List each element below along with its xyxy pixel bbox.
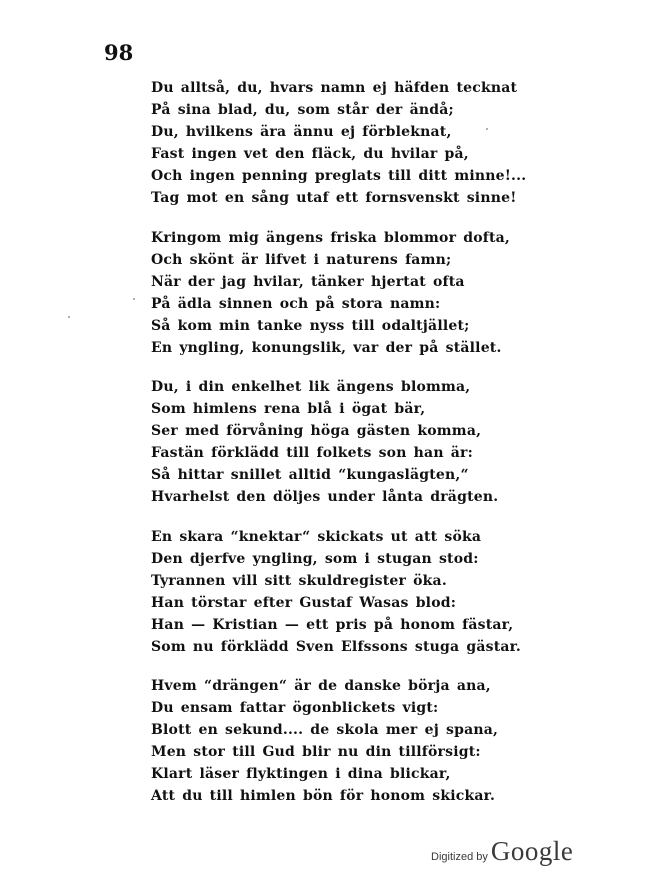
- poem-line: Blott en sekund.... de skola mer ej spana,: [151, 722, 499, 738]
- poem-line: Klart läser flyktingen i dina blickar,: [151, 766, 451, 782]
- poem-line: När der jag hvilar, tänker hjertat ofta: [151, 273, 465, 290]
- poem-line: Och skönt är lifvet i naturens famn;: [151, 251, 452, 268]
- scan-speck: [133, 298, 135, 300]
- poem-line: Tag mot en sång utaf ett fornsvenskt sinne!: [151, 190, 517, 206]
- poem-line: Du alltså, du, hvars namn ej häfden tecknat: [151, 80, 518, 96]
- poem-line: Fast ingen vet den fläck, du hvilar på,: [151, 146, 469, 162]
- poem-line: Så hittar snillet alltid “kungaslägten,“: [151, 467, 469, 483]
- poem-line: En yngling, konungslik, var der på stället.: [151, 339, 502, 356]
- digitized-by-google-watermark: [431, 836, 573, 866]
- stanza-3: [151, 376, 551, 508]
- google-logo: Google: [490, 836, 574, 866]
- poem-line: Kringom mig ängens friska blommor dofta,: [151, 229, 510, 246]
- poem-line: Och ingen penning preglats till ditt minne!...: [151, 168, 527, 184]
- scan-speck: [486, 128, 488, 130]
- poem-line: Som nu förklädd Sven Elfssons stuga gästar.: [151, 638, 522, 655]
- stanza-1: [151, 77, 551, 209]
- poem-line: På ädla sinnen och på stora namn:: [151, 295, 441, 312]
- poem-line: Som himlens rena blå i ögat bär,: [151, 401, 426, 417]
- poem-line: Så kom min tanke nyss till odaltjället;: [151, 317, 470, 334]
- poem-line: På sina blad, du, som står der ändå;: [151, 102, 454, 118]
- poem-line: Hvem “drängen“ är de danske börja ana,: [151, 678, 491, 694]
- poem-line: En skara “knektar“ skickats ut att söka: [151, 528, 482, 545]
- poem-line: Ser med förvåning höga gästen komma,: [151, 423, 482, 439]
- poem-line: Han törstar efter Gustaf Wasas blod:: [151, 594, 457, 611]
- poem-line: Han — Kristian — ett pris på honom fästar,: [151, 616, 514, 633]
- stanza-4: [151, 526, 551, 658]
- poem-line: Hvarhelst den döljes under lånta drägten.: [151, 489, 499, 505]
- scan-speck: [68, 316, 70, 318]
- digitized-by-label: Digitized by: [431, 851, 488, 863]
- stanza-2: [151, 227, 551, 359]
- poem-line: Men stor till Gud blir nu din tillförsigt:: [151, 744, 481, 760]
- poem-line: Du, hvilkens ära ännu ej förbleknat,: [151, 124, 452, 140]
- poem-line: Du ensam fattar ögonblickets vigt:: [151, 700, 439, 716]
- page-number: 98: [104, 40, 134, 65]
- poem-line: Fastän förklädd till folkets son han är:: [151, 445, 473, 461]
- stanza-5: [151, 675, 551, 807]
- poem-line: Den djerfve yngling, som i stugan stod:: [151, 550, 479, 567]
- poem-line: Du, i din enkelhet lik ängens blomma,: [151, 379, 471, 395]
- poem-line: Tyrannen vill sitt skuldregister öka.: [151, 572, 447, 589]
- poem: [151, 77, 551, 825]
- poem-line: Att du till himlen bön för honom skickar.: [151, 788, 496, 804]
